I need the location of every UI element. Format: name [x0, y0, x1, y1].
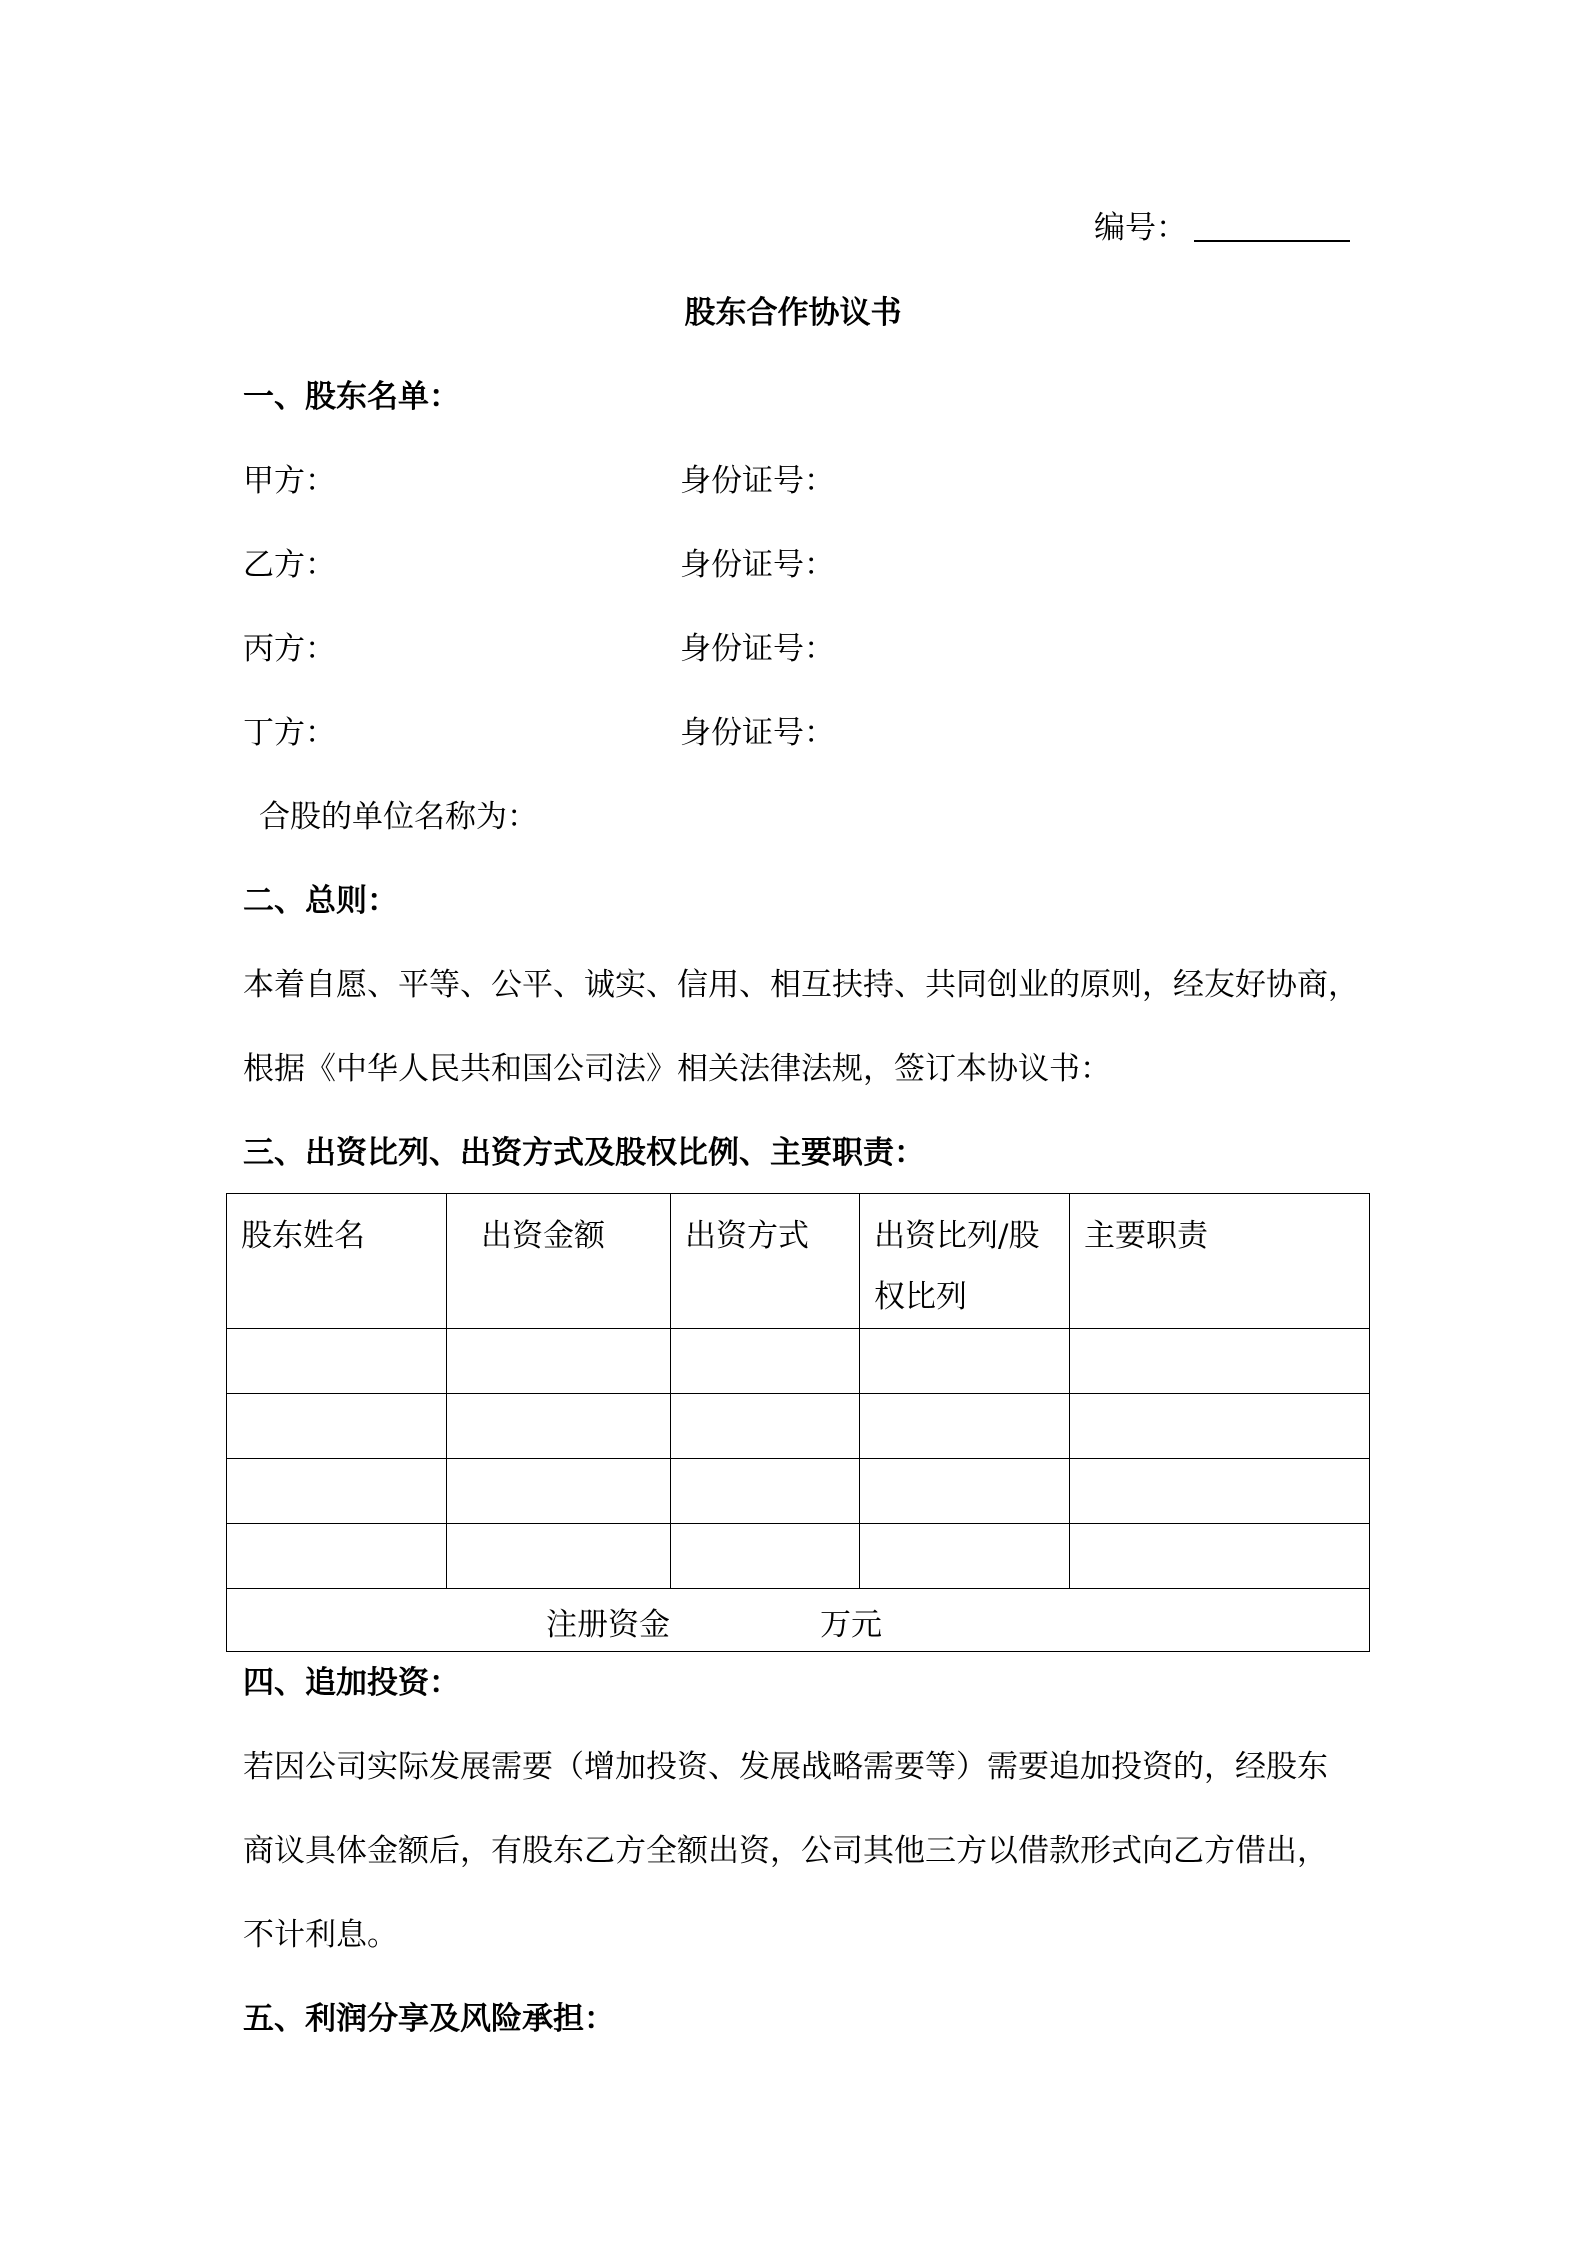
table-cell[interactable]: [227, 1459, 447, 1524]
column-header-shareholder-name: 股东姓名: [227, 1194, 447, 1329]
section-2-heading: 二、总则：: [243, 883, 398, 919]
party-b-label: 乙方：: [243, 547, 336, 583]
table-header-row: [227, 1194, 1370, 1329]
section-5-heading: 五、利润分享及风险承担：: [243, 2001, 615, 2037]
table-cell[interactable]: [671, 1459, 860, 1524]
column-header-contribution-ratio: 出资比列/股权比列: [860, 1194, 1070, 1329]
registered-capital-label: 注册资金: [546, 1607, 670, 1643]
table-row: [227, 1329, 1370, 1394]
table-cell[interactable]: [671, 1524, 860, 1589]
table-cell[interactable]: [860, 1459, 1070, 1524]
table-cell[interactable]: [860, 1394, 1070, 1459]
table-cell[interactable]: [1070, 1524, 1370, 1589]
table-cell[interactable]: [447, 1524, 671, 1589]
table-row: [227, 1394, 1370, 1459]
section-4-line-1: 若因公司实际发展需要（增加投资、发展战略需要等）需要追加投资的，经股东: [243, 1749, 1328, 1785]
section-4-line-2: 商议具体金额后，有股东乙方全额出资，公司其他三方以借款形式向乙方借出，: [243, 1833, 1328, 1869]
party-c-id-label: 身份证号：: [680, 631, 835, 667]
column-header-contribution-amount: 出资金额: [447, 1194, 671, 1329]
table-cell[interactable]: [447, 1394, 671, 1459]
column-header-contribution-method: 出资方式: [671, 1194, 860, 1329]
document-title: 股东合作协议书: [684, 295, 902, 331]
table-cell[interactable]: [227, 1524, 447, 1589]
table-cell[interactable]: [671, 1329, 860, 1394]
capital-contribution-table: [226, 1193, 1370, 1652]
party-d-label: 丁方：: [243, 715, 336, 751]
table-row: [227, 1459, 1370, 1524]
table-cell[interactable]: [671, 1394, 860, 1459]
table-cell[interactable]: [227, 1394, 447, 1459]
party-a-id-label: 身份证号：: [680, 463, 835, 499]
table-cell[interactable]: [860, 1329, 1070, 1394]
table-cell[interactable]: [860, 1524, 1070, 1589]
table-cell[interactable]: [447, 1459, 671, 1524]
registered-capital-unit: 万元: [820, 1607, 882, 1643]
section-2-line-1: 本着自愿、平等、公平、诚实、信用、相互扶持、共同创业的原则，经友好协商，: [243, 967, 1359, 1003]
table-row: [227, 1524, 1370, 1589]
section-4-heading: 四、追加投资：: [243, 1665, 460, 1701]
table-cell[interactable]: [447, 1329, 671, 1394]
table-cell[interactable]: [1070, 1459, 1370, 1524]
table-total-row: [227, 1589, 1370, 1652]
party-c-label: 丙方：: [243, 631, 336, 667]
company-name-label: 合股的单位名称为：: [259, 799, 538, 835]
table-cell[interactable]: [227, 1329, 447, 1394]
section-3-heading: 三、出资比列、出资方式及股权比例、主要职责：: [243, 1135, 925, 1171]
section-2-line-2: 根据《中华人民共和国公司法》相关法律法规，签订本协议书：: [243, 1051, 1111, 1087]
serial-number-blank: [1194, 240, 1350, 242]
party-a-label: 甲方：: [243, 463, 336, 499]
registered-capital-cell: [227, 1589, 1370, 1652]
table-cell[interactable]: [1070, 1329, 1370, 1394]
party-b-id-label: 身份证号：: [680, 547, 835, 583]
table-cell[interactable]: [1070, 1394, 1370, 1459]
section-4-line-3: 不计利息。: [243, 1917, 398, 1953]
serial-number-label: 编号：: [1094, 210, 1187, 246]
section-1-heading: 一、股东名单：: [243, 379, 460, 415]
party-d-id-label: 身份证号：: [680, 715, 835, 751]
column-header-main-duties: 主要职责: [1070, 1194, 1370, 1329]
